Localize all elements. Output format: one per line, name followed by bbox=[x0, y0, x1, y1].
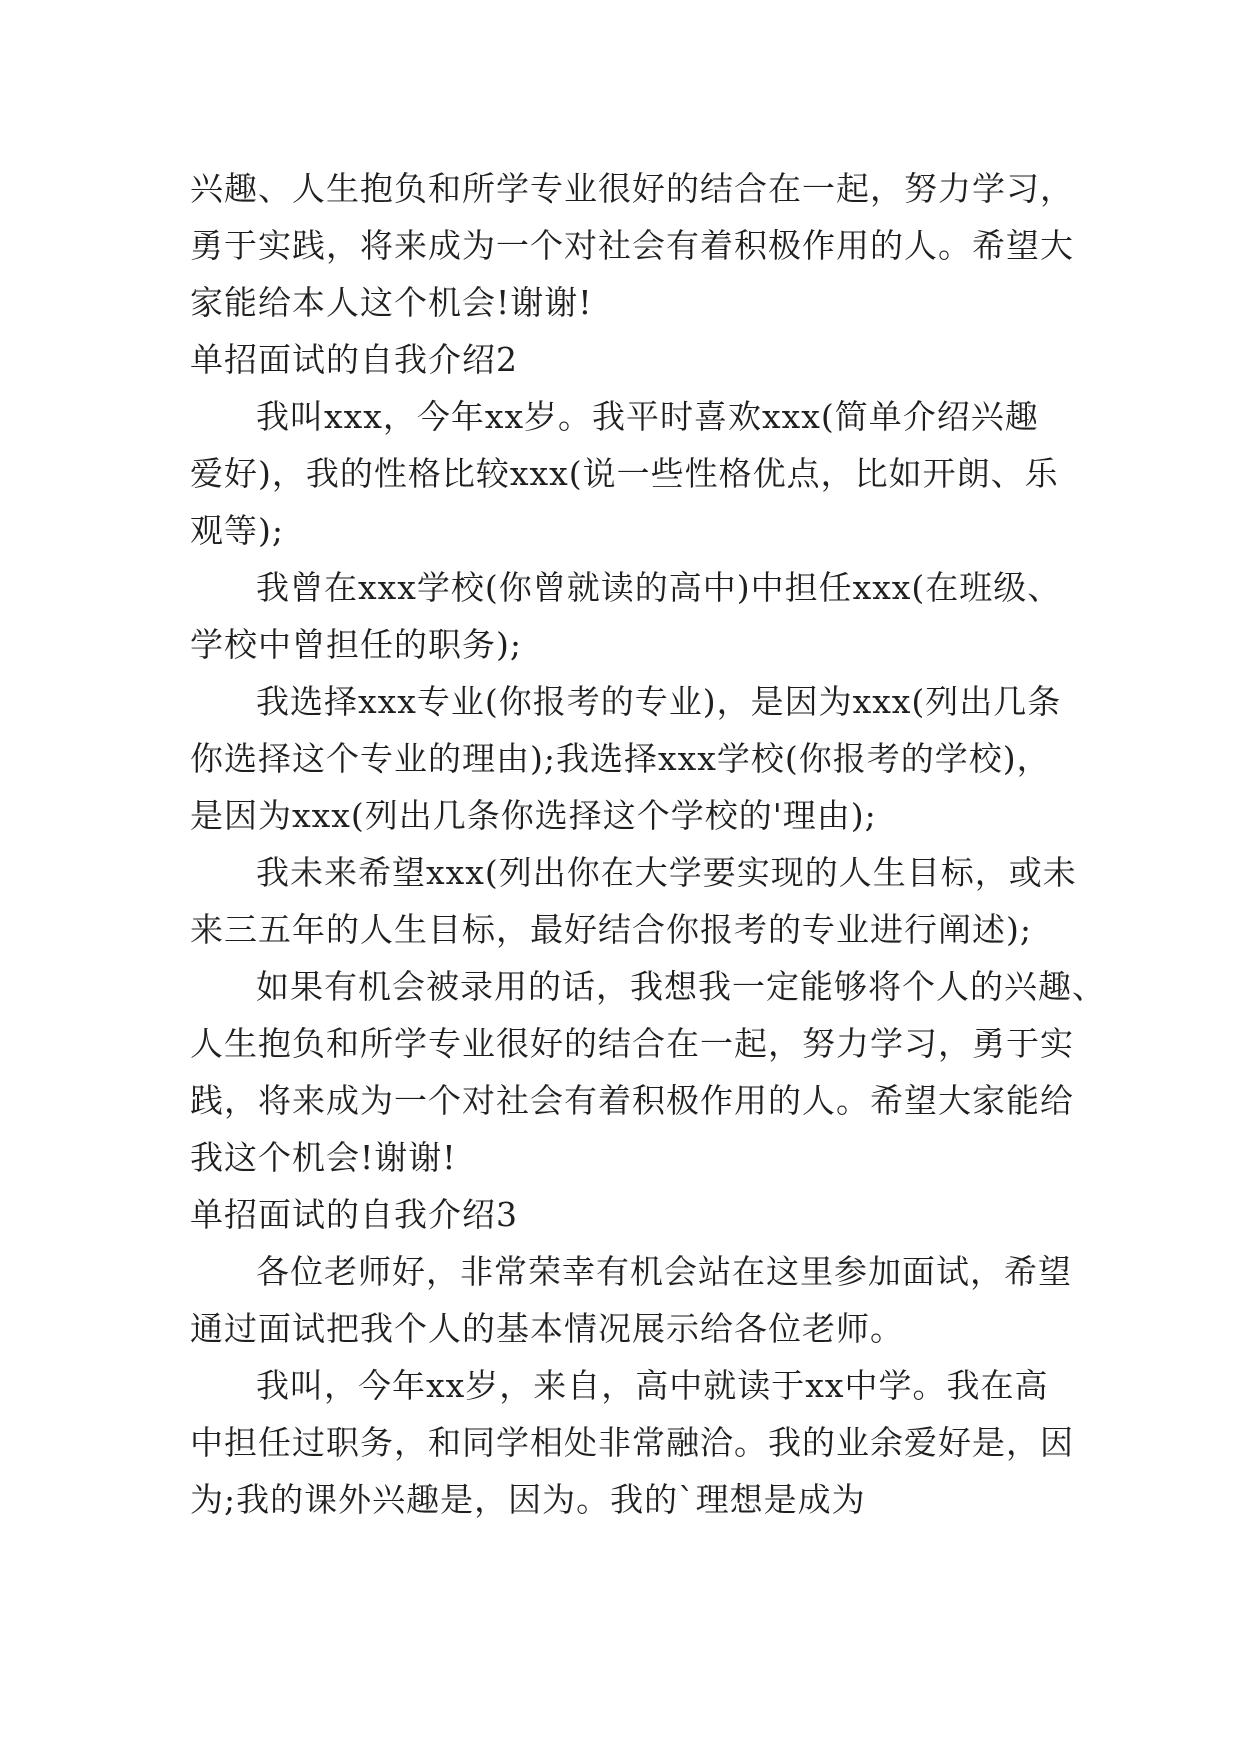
section-heading: 单招面试的自我介绍3 bbox=[190, 1195, 518, 1234]
text-line: 人生抱负和所学专业很好的结合在一起，努力学习，勇于实 bbox=[190, 1024, 1074, 1063]
text-line: 爱好)，我的性格比较xxx(说一些性格优点，比如开朗、乐 bbox=[190, 454, 1059, 493]
text-line: 通过面试把我个人的基本情况展示给各位老师。 bbox=[190, 1309, 904, 1348]
text-line: 家能给本人这个机会!谢谢! bbox=[190, 283, 593, 322]
text-line: 中担任过职务，和同学相处非常融洽。我的业余爱好是，因 bbox=[190, 1423, 1074, 1462]
text-line: 我这个机会!谢谢! bbox=[190, 1138, 457, 1177]
text-line: 我叫xxx，今年xx岁。我平时喜欢xxx(简单介绍兴趣 bbox=[256, 397, 1039, 436]
document-body bbox=[190, 160, 1106, 1528]
text-line: 我选择xxx专业(你报考的专业)，是因为xxx(列出几条 bbox=[256, 682, 1062, 721]
text-line: 来三五年的人生目标，最好结合你报考的专业进行阐述); bbox=[190, 910, 1032, 949]
text-line: 各位老师好，非常荣幸有机会站在这里参加面试，希望 bbox=[256, 1252, 1072, 1291]
text-line: 我叫，今年xx岁，来自，高中就读于xx中学。我在高 bbox=[256, 1366, 1049, 1405]
text-line: 学校中曾担任的职务); bbox=[190, 625, 522, 664]
text-line: 兴趣、人生抱负和所学专业很好的结合在一起，努力学习， bbox=[190, 169, 1074, 208]
text-line: 勇于实践，将来成为一个对社会有着积极作用的人。希望大 bbox=[190, 226, 1074, 265]
text-line: 践，将来成为一个对社会有着积极作用的人。希望大家能给 bbox=[190, 1081, 1074, 1120]
text-line: 观等); bbox=[190, 511, 284, 550]
section-heading: 单招面试的自我介绍2 bbox=[190, 340, 518, 379]
text-line: 为;我的课外兴趣是，因为。我的`理想是成为 bbox=[190, 1480, 866, 1519]
text-line: 是因为xxx(列出几条你选择这个学校的'理由); bbox=[190, 796, 877, 835]
text-line: 我曾在xxx学校(你曾就读的高中)中担任xxx(在班级、 bbox=[256, 568, 1062, 607]
text-line: 你选择这个专业的理由);我选择xxx学校(你报考的学校)， bbox=[190, 739, 1051, 778]
text-line: 我未来希望xxx(列出你在大学要实现的人生目标，或未 bbox=[256, 853, 1077, 892]
text-line: 如果有机会被录用的话，我想我一定能够将个人的兴趣、 bbox=[256, 967, 1106, 1006]
